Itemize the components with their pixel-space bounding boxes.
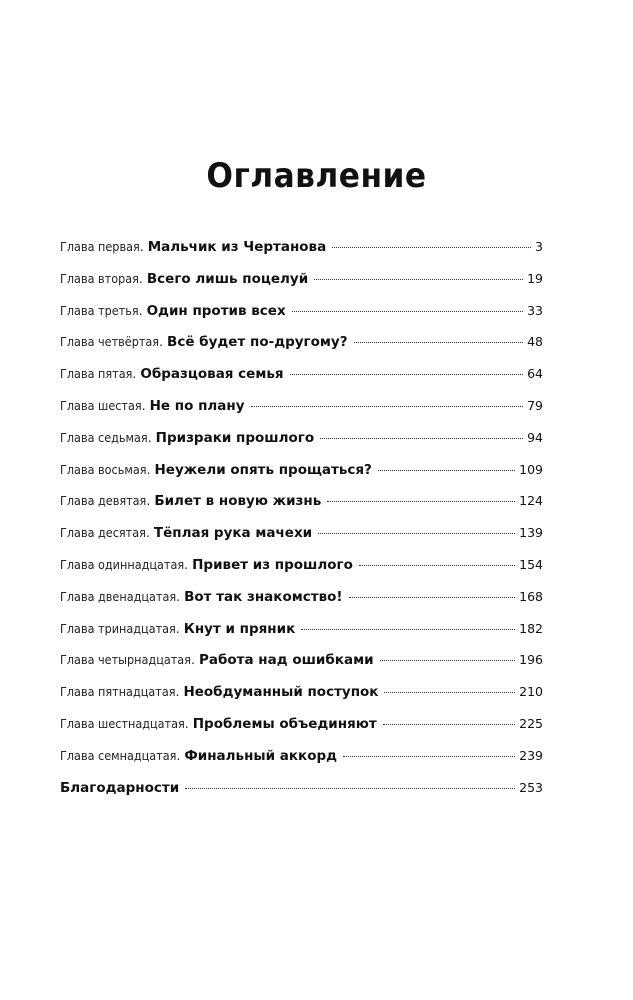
- toc-entry: [60, 651, 543, 683]
- chapter-label: Глава четырнадцатая: [60, 652, 191, 668]
- chapter-title: Необдуманный поступок: [183, 684, 379, 701]
- chapter-separator: .: [138, 270, 143, 286]
- page-number: 182: [519, 620, 543, 636]
- dot-leader: [378, 470, 515, 471]
- chapter-label: Глава пятая: [60, 366, 133, 382]
- page-title: Оглавление: [206, 156, 427, 196]
- page-number: 168: [519, 588, 543, 604]
- chapter-label: Глава пятнадцатая: [60, 684, 176, 700]
- dot-leader: [349, 597, 516, 598]
- toc-entry: [60, 524, 543, 556]
- page-number: 33: [527, 302, 543, 318]
- chapter-title: Работа над ошибками: [198, 652, 374, 669]
- chapter-title: Благодарности: [60, 779, 180, 796]
- page-number: 94: [527, 429, 543, 445]
- page-number: 109: [519, 461, 543, 477]
- dot-leader: [343, 756, 515, 757]
- page-number: 253: [519, 779, 543, 795]
- chapter-separator: .: [145, 525, 150, 541]
- chapter-label: Глава двенадцатая: [60, 588, 177, 604]
- chapter-title: Всё будет по-другому?: [167, 334, 348, 351]
- toc-entry: [60, 461, 543, 493]
- dot-leader: [185, 788, 515, 789]
- chapter-title: Билет в новую жизнь: [154, 493, 322, 510]
- chapter-label: Глава семнадцатая: [60, 747, 177, 763]
- chapter-separator: .: [175, 620, 180, 636]
- page-number: 3: [535, 239, 543, 254]
- dot-leader: [314, 279, 523, 280]
- chapter-title: Вот так знакомство!: [184, 588, 343, 605]
- chapter-separator: .: [184, 556, 189, 572]
- chapter-label: Глава третья: [60, 302, 139, 318]
- chapter-title: Призраки прошлого: [155, 429, 315, 446]
- toc-entry: [60, 238, 543, 270]
- page-number: 239: [519, 747, 543, 763]
- toc-entry: [60, 683, 543, 715]
- chapter-label: Глава одиннадцатая: [60, 556, 185, 572]
- dot-leader: [301, 629, 515, 630]
- dot-leader: [359, 565, 515, 566]
- page-number: 210: [519, 684, 543, 700]
- page-number: 154: [519, 556, 543, 572]
- chapter-title: Проблемы объединяют: [192, 715, 377, 732]
- toc-entry: [60, 556, 543, 588]
- chapter-label: Глава вторая: [60, 270, 139, 286]
- chapter-separator: .: [147, 429, 152, 445]
- chapter-label: Глава седьмая: [60, 429, 148, 445]
- page-number: 196: [519, 652, 543, 668]
- chapter-label: Глава тринадцатая: [60, 620, 176, 636]
- chapter-title: Привет из прошлого: [192, 556, 353, 573]
- chapter-separator: .: [132, 366, 137, 382]
- chapter-separator: .: [138, 302, 143, 318]
- dot-leader: [318, 533, 515, 534]
- chapter-label: Глава десятая: [60, 525, 146, 541]
- chapter-label: Глава восьмая: [60, 461, 147, 477]
- chapter-title: Мальчик из Чертанова: [147, 239, 327, 255]
- toc-entry: [60, 365, 543, 397]
- dot-leader: [332, 247, 531, 248]
- toc-entry: [60, 333, 543, 365]
- chapter-title: Один против всех: [146, 302, 286, 319]
- page-number: 19: [527, 270, 543, 286]
- chapter-label: Глава шестая: [60, 397, 142, 413]
- dot-leader: [380, 660, 516, 661]
- toc-entry-acknowledgements: [60, 779, 543, 811]
- toc-entry: [60, 492, 543, 524]
- toc-entry: [60, 747, 543, 779]
- chapter-separator: .: [141, 397, 146, 413]
- toc-entry: [60, 397, 543, 429]
- toc-entry: [60, 302, 543, 334]
- dot-leader: [320, 438, 523, 439]
- chapter-title: Тёплая рука мачехи: [153, 525, 313, 542]
- chapter-separator: .: [175, 684, 180, 700]
- chapter-separator: .: [159, 334, 164, 350]
- page-number: 79: [527, 397, 543, 413]
- dot-leader: [354, 342, 524, 343]
- toc-entry: [60, 270, 543, 302]
- chapter-title: Образцовая семья: [140, 366, 284, 383]
- toc-entry: [60, 588, 543, 620]
- dot-leader: [327, 501, 515, 502]
- page-number: 139: [519, 525, 543, 541]
- page-number: 64: [527, 366, 543, 382]
- table-of-contents: [60, 238, 543, 810]
- dot-leader: [292, 311, 523, 312]
- chapter-label: Глава девятая: [60, 493, 147, 509]
- chapter-separator: .: [146, 461, 151, 477]
- chapter-separator: .: [176, 588, 181, 604]
- chapter-label: Глава четвёртая: [60, 334, 160, 350]
- dot-leader: [383, 724, 515, 725]
- dot-leader: [251, 406, 524, 407]
- chapter-separator: .: [190, 652, 195, 668]
- chapter-title: Кнут и пряник: [183, 620, 296, 637]
- chapter-title: Всего лишь поцелуй: [146, 270, 309, 287]
- dot-leader: [290, 374, 524, 375]
- page-number: 225: [519, 715, 543, 731]
- chapter-separator: .: [139, 239, 144, 254]
- chapter-title: Не по плану: [149, 397, 245, 414]
- toc-entry: [60, 715, 543, 747]
- page-number: 48: [527, 334, 543, 350]
- chapter-separator: .: [146, 493, 151, 509]
- toc-entry: [60, 620, 543, 652]
- chapter-label: Глава шестнадцатая: [60, 715, 185, 731]
- chapter-label: Глава первая: [60, 239, 140, 254]
- chapter-title: Неужели опять прощаться?: [154, 461, 372, 478]
- chapter-title: Финальный аккорд: [184, 747, 338, 764]
- toc-entry: [60, 429, 543, 461]
- dot-leader: [384, 692, 515, 693]
- page-number: 124: [519, 493, 543, 509]
- chapter-separator: .: [184, 715, 189, 731]
- chapter-separator: .: [176, 747, 181, 763]
